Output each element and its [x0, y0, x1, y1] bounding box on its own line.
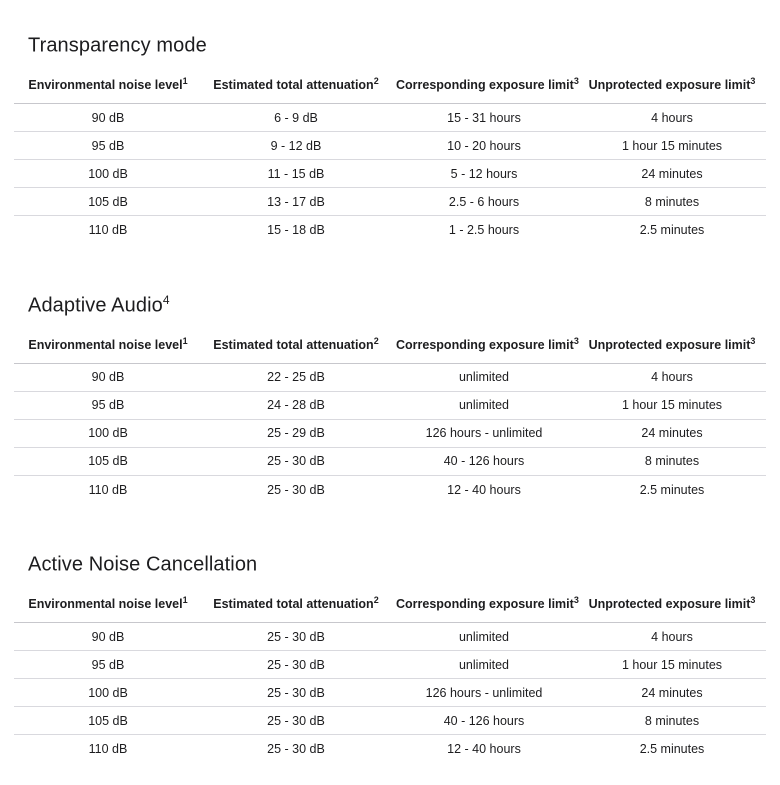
cell-unprotected-limit: 2.5 minutes	[578, 735, 766, 763]
header-row	[14, 317, 766, 363]
cell-attenuation: 13 - 17 dB	[202, 188, 390, 216]
column-header-unprotected-exposure-limit	[578, 577, 766, 623]
exposure-table-transparency-mode	[14, 58, 766, 244]
section-transparency-mode	[14, 28, 766, 244]
column-header-label: Environmental noise level	[28, 337, 183, 352]
column-header-label: Unprotected exposure limit	[588, 78, 751, 93]
footnote-marker: 1	[182, 595, 188, 606]
cell-unprotected-limit: 8 minutes	[578, 188, 766, 216]
cell-unprotected-limit: 8 minutes	[578, 707, 766, 735]
footnote-marker: 2	[373, 335, 379, 346]
cell-noise-level: 105 dB	[14, 188, 202, 216]
footnote-marker: 3	[573, 335, 579, 346]
cell-attenuation: 25 - 29 dB	[202, 419, 390, 447]
table-row	[14, 132, 766, 160]
footnote-marker: 2	[373, 76, 379, 86]
column-header-corresponding-exposure-limit	[390, 58, 578, 104]
cell-exposure-limit: 126 hours - unlimited	[390, 419, 578, 447]
cell-noise-level: 95 dB	[14, 391, 202, 419]
cell-unprotected-limit: 24 minutes	[578, 419, 766, 447]
cell-attenuation: 25 - 30 dB	[202, 447, 390, 475]
cell-unprotected-limit: 1 hour 15 minutes	[578, 651, 766, 679]
section-title-text: Adaptive Audio	[28, 294, 163, 317]
column-header-label: Unprotected exposure limit	[588, 337, 751, 352]
exposure-table-active-noise-cancellation	[14, 577, 766, 763]
column-header-label: Environmental noise level	[28, 78, 183, 93]
cell-attenuation: 22 - 25 dB	[267, 370, 325, 385]
column-header-corresponding-exposure-limit	[390, 317, 578, 363]
cell-exposure-limit: unlimited	[458, 629, 510, 644]
cell-noise-level: 110 dB	[14, 475, 202, 503]
section-adaptive-audio	[14, 288, 766, 504]
table-row	[14, 216, 766, 244]
column-header-unprotected-exposure-limit	[578, 317, 766, 363]
footnote-marker: 3	[750, 76, 756, 86]
column-header-label: Unprotected exposure limit	[588, 597, 751, 612]
cell-unprotected-limit: 4 hours	[651, 110, 693, 125]
column-header-label: Corresponding exposure limit	[396, 597, 574, 612]
cell-exposure-limit: 5 - 12 hours	[390, 160, 578, 188]
footnote-marker: 1	[182, 76, 188, 86]
cell-exposure-limit: 126 hours - unlimited	[390, 679, 578, 707]
cell-noise-level: 95 dB	[14, 132, 202, 160]
column-header-label: Corresponding exposure limit	[396, 78, 574, 93]
table-row	[14, 104, 766, 132]
section-title	[28, 28, 766, 58]
column-header-estimated-total-attenuation	[202, 317, 390, 363]
section-title-text: Transparency mode	[28, 34, 207, 57]
table-row	[14, 735, 766, 763]
cell-attenuation: 6 - 9 dB	[274, 110, 318, 125]
cell-exposure-limit: 10 - 20 hours	[390, 132, 578, 160]
cell-noise-level: 90 dB	[91, 110, 125, 125]
cell-noise-level: 105 dB	[14, 707, 202, 735]
cell-attenuation: 25 - 30 dB	[267, 629, 325, 644]
footnote-marker: 3	[750, 595, 756, 606]
table-row	[14, 160, 766, 188]
cell-unprotected-limit: 4 hours	[651, 370, 693, 385]
table-row	[14, 623, 766, 651]
cell-exposure-limit: 1 - 2.5 hours	[390, 216, 578, 244]
footnote-marker: 3	[573, 595, 579, 606]
cell-unprotected-limit: 8 minutes	[578, 447, 766, 475]
column-header-estimated-total-attenuation	[202, 577, 390, 623]
cell-noise-level: 105 dB	[14, 447, 202, 475]
cell-exposure-limit: unlimited	[458, 370, 510, 385]
table-row	[14, 651, 766, 679]
footnote-marker: 1	[182, 335, 188, 346]
cell-noise-level: 110 dB	[14, 735, 202, 763]
cell-attenuation: 11 - 15 dB	[202, 160, 390, 188]
cell-attenuation: 9 - 12 dB	[202, 132, 390, 160]
cell-attenuation: 25 - 30 dB	[202, 707, 390, 735]
table-row	[14, 363, 766, 391]
column-header-environmental-noise-level	[14, 577, 202, 623]
cell-unprotected-limit: 24 minutes	[578, 679, 766, 707]
cell-exposure-limit: unlimited	[390, 651, 578, 679]
cell-unprotected-limit: 1 hour 15 minutes	[578, 132, 766, 160]
section-title	[28, 547, 766, 577]
cell-unprotected-limit: 4 hours	[651, 629, 693, 644]
section-title	[28, 288, 766, 318]
table-row	[14, 419, 766, 447]
column-header-label: Corresponding exposure limit	[396, 337, 574, 352]
table-row	[14, 475, 766, 503]
cell-exposure-limit: 12 - 40 hours	[390, 735, 578, 763]
cell-noise-level: 90 dB	[91, 370, 125, 385]
footnote-marker: 3	[573, 76, 579, 86]
cell-exposure-limit: 40 - 126 hours	[390, 447, 578, 475]
exposure-table-adaptive-audio	[14, 317, 766, 503]
cell-exposure-limit: 15 - 31 hours	[447, 110, 521, 125]
cell-attenuation: 15 - 18 dB	[202, 216, 390, 244]
cell-unprotected-limit: 2.5 minutes	[578, 475, 766, 503]
column-header-label: Estimated total attenuation	[213, 337, 374, 352]
section-active-noise-cancellation	[14, 547, 766, 763]
cell-noise-level: 100 dB	[14, 160, 202, 188]
column-header-unprotected-exposure-limit	[578, 58, 766, 104]
column-header-corresponding-exposure-limit	[390, 577, 578, 623]
cell-attenuation: 24 - 28 dB	[202, 391, 390, 419]
column-header-estimated-total-attenuation	[202, 58, 390, 104]
cell-exposure-limit: 2.5 - 6 hours	[390, 188, 578, 216]
table-row	[14, 391, 766, 419]
cell-noise-level: 100 dB	[14, 419, 202, 447]
cell-noise-level: 95 dB	[14, 651, 202, 679]
cell-exposure-limit: 12 - 40 hours	[390, 475, 578, 503]
cell-attenuation: 25 - 30 dB	[202, 735, 390, 763]
column-header-label: Estimated total attenuation	[213, 78, 374, 93]
table-row	[14, 679, 766, 707]
table-row	[14, 707, 766, 735]
section-title-footnote: 4	[162, 292, 170, 307]
header-row	[14, 58, 766, 104]
cell-unprotected-limit: 1 hour 15 minutes	[578, 391, 766, 419]
cell-attenuation: 25 - 30 dB	[202, 651, 390, 679]
cell-attenuation: 25 - 30 dB	[202, 475, 390, 503]
cell-attenuation: 25 - 30 dB	[202, 679, 390, 707]
cell-noise-level: 100 dB	[14, 679, 202, 707]
section-title-text: Active Noise Cancellation	[28, 553, 258, 576]
cell-unprotected-limit: 2.5 minutes	[578, 216, 766, 244]
cell-noise-level: 110 dB	[14, 216, 202, 244]
cell-unprotected-limit: 24 minutes	[578, 160, 766, 188]
table-row	[14, 188, 766, 216]
cell-exposure-limit: 40 - 126 hours	[390, 707, 578, 735]
header-row	[14, 577, 766, 623]
column-header-environmental-noise-level	[14, 58, 202, 104]
table-row	[14, 447, 766, 475]
column-header-label: Estimated total attenuation	[213, 597, 374, 612]
footnote-marker: 3	[750, 335, 756, 346]
footnote-marker: 2	[373, 595, 379, 606]
column-header-environmental-noise-level	[14, 317, 202, 363]
cell-exposure-limit: unlimited	[390, 391, 578, 419]
column-header-label: Environmental noise level	[28, 597, 183, 612]
cell-noise-level: 90 dB	[91, 629, 125, 644]
